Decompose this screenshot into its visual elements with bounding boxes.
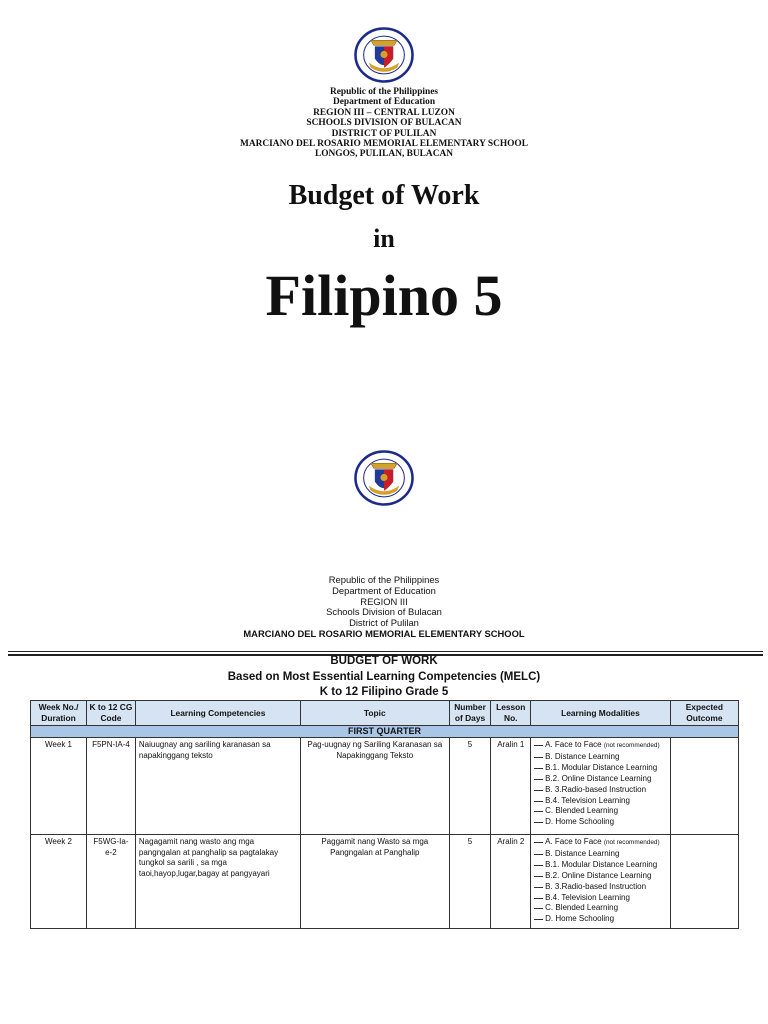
modality-item[interactable] xyxy=(534,893,667,904)
deped-seal-top xyxy=(353,27,415,83)
modality-item[interactable] xyxy=(534,774,667,785)
modality-label: B.4. Television Learning xyxy=(545,892,630,902)
cell-modalities xyxy=(531,835,671,929)
quarter-row xyxy=(31,726,739,738)
modality-label: B.2. Online Distance Learning xyxy=(545,773,652,783)
checkbox-blank[interactable] xyxy=(534,756,543,758)
checkbox-blank[interactable] xyxy=(534,853,543,855)
header-bottom-line: Schools Division of Bulacan xyxy=(326,606,442,618)
budget-subtitle: Based on Most Essential Learning Competencies (MELC) xyxy=(227,670,541,683)
checkbox-blank[interactable] xyxy=(534,875,543,877)
modality-item[interactable] xyxy=(534,871,667,882)
checkbox-blank[interactable] xyxy=(534,907,543,909)
header-top xyxy=(0,87,768,160)
checkbox-blank[interactable] xyxy=(534,918,543,920)
col-header-topic: Topic xyxy=(300,701,449,726)
modality-label: D. Home Schooling xyxy=(545,817,615,827)
cell-topic: Pag-uugnay ng Sariling Karanasan sa Napakinggang Teksto xyxy=(300,738,449,835)
cell-competency: Naiuugnay ang sariling karanasan sa napakinggang teksto xyxy=(135,738,300,835)
budget-grade: K to 12 Filipino Grade 5 xyxy=(319,686,449,699)
deped-seal-icon xyxy=(353,450,415,506)
col-header-outcome: Expected Outcome xyxy=(670,701,738,726)
modality-label: B.4. Television Learning xyxy=(545,795,630,805)
cell-lesson: Aralin 2 xyxy=(491,835,531,929)
divider-thin xyxy=(8,651,763,652)
modality-item[interactable] xyxy=(534,740,667,752)
header-top-line: Department of Education xyxy=(332,97,436,108)
table-row xyxy=(31,738,739,835)
modality-item[interactable] xyxy=(534,806,667,817)
checkbox-blank[interactable] xyxy=(534,821,543,823)
budget-title: BUDGET OF WORK xyxy=(330,655,438,667)
col-header-days: Number of Days xyxy=(449,701,491,726)
title-in: in xyxy=(373,224,395,253)
checkbox-blank[interactable] xyxy=(534,744,543,746)
cell-outcome[interactable] xyxy=(670,738,738,835)
modality-item[interactable] xyxy=(534,837,667,849)
header-top-line: REGION III – CENTRAL LUZON xyxy=(313,107,455,118)
checkbox-blank[interactable] xyxy=(534,864,543,866)
modality-item[interactable] xyxy=(534,849,667,860)
cell-outcome[interactable] xyxy=(670,835,738,929)
modality-label: B. Distance Learning xyxy=(545,848,620,858)
header-bottom-line: District of Pulilan xyxy=(349,617,419,629)
modality-item[interactable] xyxy=(534,763,667,774)
col-header-modalities: Learning Modalities xyxy=(531,701,671,726)
checkbox-blank[interactable] xyxy=(534,767,543,769)
checkbox-blank[interactable] xyxy=(534,810,543,812)
budget-table xyxy=(30,700,739,929)
modality-label: C. Blended Learning xyxy=(545,903,619,913)
cell-modalities xyxy=(531,738,671,835)
modality-label: B.1. Modular Distance Learning xyxy=(545,762,658,772)
cell-days: 5 xyxy=(449,738,491,835)
modality-item[interactable] xyxy=(534,860,667,871)
cell-code: F5WG-Ia-e-2 xyxy=(87,835,136,929)
header-bottom xyxy=(0,575,768,640)
modality-item[interactable] xyxy=(534,914,667,925)
checkbox-blank[interactable] xyxy=(534,800,543,802)
budget-heading xyxy=(0,654,768,701)
modality-note: (not recommended) xyxy=(603,742,660,749)
modality-label: B.2. Online Distance Learning xyxy=(545,870,652,880)
cell-week: Week 2 xyxy=(31,835,87,929)
col-header-week: Week No./ Duration xyxy=(31,701,87,726)
header-bottom-line: Republic of the Philippines xyxy=(328,574,440,585)
header-top-line: Republic of the Philippines xyxy=(329,87,439,97)
header-top-line: DISTRICT OF PULILAN xyxy=(331,128,437,139)
checkbox-blank[interactable] xyxy=(534,841,543,843)
checkbox-blank[interactable] xyxy=(534,789,543,791)
table-header-row xyxy=(31,701,739,726)
header-top-line: LONGOS, PULILAN, BULACAN xyxy=(314,149,454,160)
header-bottom-line: Department of Education xyxy=(332,584,436,596)
modality-item[interactable] xyxy=(534,817,667,828)
modality-item[interactable] xyxy=(534,903,667,914)
title-subject: Filipino 5 xyxy=(265,263,503,328)
cell-days: 5 xyxy=(449,835,491,929)
col-header-lesson: Lesson No. xyxy=(491,701,531,726)
checkbox-blank[interactable] xyxy=(534,886,543,888)
deped-seal-icon xyxy=(353,27,415,83)
modality-label: B.1. Modular Distance Learning xyxy=(545,859,658,869)
table-row xyxy=(31,835,739,929)
modality-label: B. 3.Radio-based Instruction xyxy=(545,784,647,794)
col-header-competencies: Learning Competencies xyxy=(135,701,300,726)
modality-label: A. Face to Face xyxy=(545,837,602,846)
title-budget-of-work: Budget of Work xyxy=(288,180,480,211)
modality-item[interactable] xyxy=(534,785,667,796)
modality-label: D. Home Schooling xyxy=(545,914,615,924)
modalities-list xyxy=(534,837,667,925)
modality-item[interactable] xyxy=(534,752,667,763)
cell-topic: Paggamit nang Wasto sa mga Pangngalan at Panghalip xyxy=(300,835,449,929)
modality-note: (not recommended) xyxy=(603,839,660,846)
modalities-list xyxy=(534,740,667,828)
header-bottom-line: REGION III xyxy=(360,595,408,607)
cell-competency: Nagagamit nang wasto ang mga pangngalan at panghalip sa pagtalakay tungkol sa sarili , sa mga taoi,hayop,lugar,bagay at pangyayari xyxy=(135,835,300,929)
checkbox-blank[interactable] xyxy=(534,897,543,899)
modality-label: C. Blended Learning xyxy=(545,806,619,816)
quarter-label: FIRST QUARTER xyxy=(31,726,739,738)
header-top-line: MARCIANO DEL ROSARIO MEMORIAL ELEMENTARY SCHOOL xyxy=(240,139,528,150)
checkbox-blank[interactable] xyxy=(534,778,543,780)
modality-item[interactable] xyxy=(534,796,667,807)
modality-label: B. 3.Radio-based Instruction xyxy=(545,881,647,891)
modality-item[interactable] xyxy=(534,882,667,893)
cell-lesson: Aralin 1 xyxy=(491,738,531,835)
col-header-code: K to 12 CG Code xyxy=(87,701,136,726)
modality-label: A. Face to Face xyxy=(545,740,602,749)
cell-code: F5PN-IA-4 xyxy=(87,738,136,835)
modality-label: B. Distance Learning xyxy=(545,751,620,761)
deped-seal-middle xyxy=(353,450,415,506)
header-top-line: SCHOOLS DIVISION OF BULACAN xyxy=(306,118,462,129)
header-bottom-school: MARCIANO DEL ROSARIO MEMORIAL ELEMENTARY SCHOOL xyxy=(243,627,525,639)
cell-week: Week 1 xyxy=(31,738,87,835)
